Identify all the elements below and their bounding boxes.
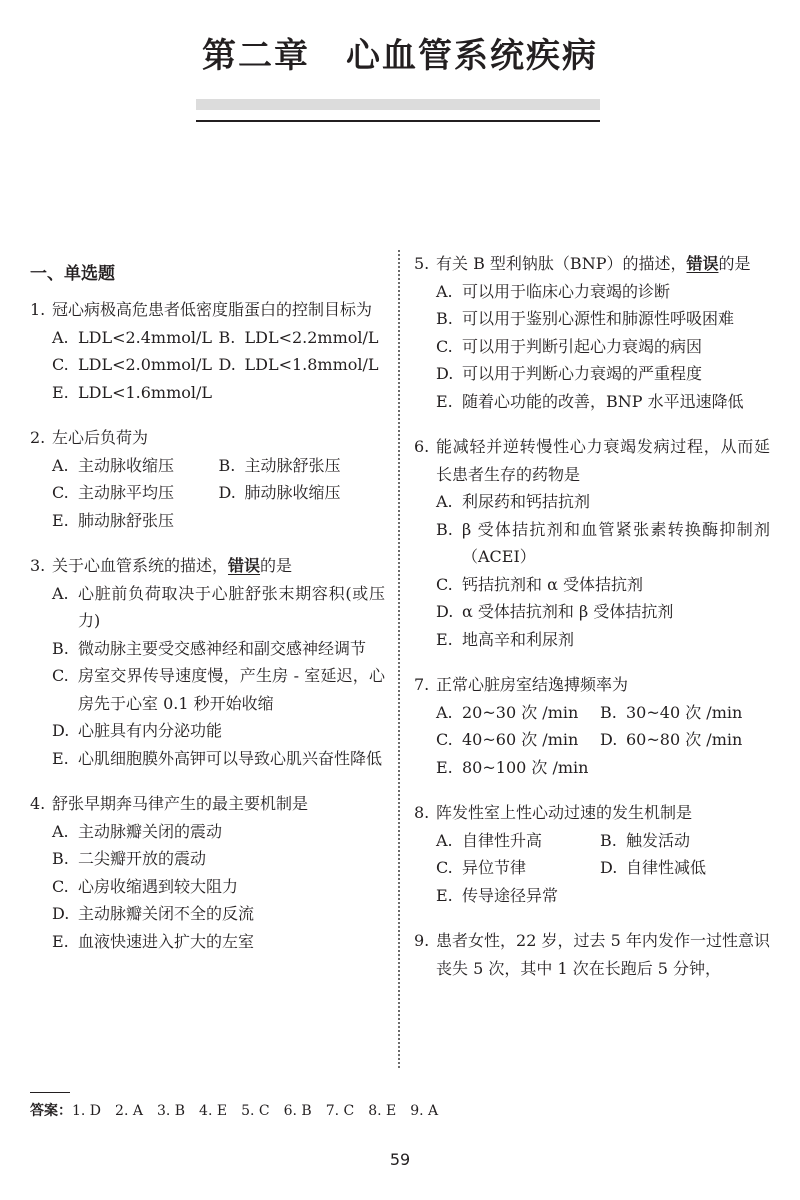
question-2 xyxy=(30,424,385,534)
option-d: D. 心脏具有内分泌功能 xyxy=(52,721,223,740)
question-8 xyxy=(414,799,770,909)
question-stem: 关于心血管系统的描述，错误的是 xyxy=(52,556,293,575)
question-number: 6. xyxy=(414,437,430,456)
question-stem: 阵发性室上性心动过速的发生机制是 xyxy=(436,803,693,822)
chapter-title: 第二章 心血管系统疾病 xyxy=(202,36,598,76)
question-4 xyxy=(30,790,385,955)
option-e: E. 心肌细胞膜外高钾可以导致心肌兴奋性降低 xyxy=(52,748,383,768)
question-1 xyxy=(30,296,385,406)
option-e: E. LDL<1.6mmol/L xyxy=(52,382,213,402)
option-c: C. 40~60 次 /min xyxy=(436,730,579,749)
question-number: 8. xyxy=(414,803,430,822)
option-a: A. 主动脉收缩压 xyxy=(52,455,175,475)
footnote-rule xyxy=(30,1092,70,1093)
option-b: B. 主动脉舒张压 xyxy=(218,455,341,475)
option-b: B. 微动脉主要受交感神经和副交感神经调节 xyxy=(52,638,367,658)
emphasis-wrong: 错误 xyxy=(686,254,719,273)
section-heading: 一、单选题 xyxy=(30,264,115,284)
option-d: D. 肺动脉收缩压 xyxy=(218,483,341,502)
answer-key xyxy=(30,1100,438,1120)
question-stem: 能减轻并逆转慢性心力衰竭发病过程，从而延长患者生存的药物是 xyxy=(436,437,770,484)
question-7 xyxy=(414,671,770,781)
option-d: D. 自律性减低 xyxy=(600,858,707,877)
question-number: 4. xyxy=(30,794,46,813)
option-a: A. LDL<2.4mmol/L xyxy=(52,327,213,347)
question-number: 3. xyxy=(30,556,46,575)
answer-key-text: 1. D 2. A 3. B 4. E 5. C 6. B 7. C 8. E 9. A xyxy=(72,1103,439,1119)
question-6 xyxy=(414,433,770,653)
option-b: B. LDL<2.2mmol/L xyxy=(218,327,379,347)
option-c: C. 可以用于判断引起心力衰竭的病因 xyxy=(436,336,703,356)
option-e: E. 传导途径异常 xyxy=(436,885,559,905)
option-c: C. 钙拮抗剂和 α 受体拮抗剂 xyxy=(436,574,643,594)
question-5 xyxy=(414,250,770,415)
option-a: A. 主动脉瓣关闭的震动 xyxy=(52,821,223,841)
option-d: D. 60~80 次 /min xyxy=(600,730,743,749)
answer-key-label: 答案： xyxy=(30,1103,72,1119)
option-e: E. 血液快速进入扩大的左室 xyxy=(52,931,255,951)
question-number: 7. xyxy=(414,675,430,694)
option-b: B. β 受体拮抗剂和血管紧张素转换酶抑制剂（ACEI） xyxy=(436,519,770,566)
option-d: D. α 受体拮抗剂和 β 受体拮抗剂 xyxy=(436,602,674,621)
question-number: 2. xyxy=(30,428,46,447)
option-b: B. 触发活动 xyxy=(600,830,691,850)
option-c: C. LDL<2.0mmol/L xyxy=(52,355,213,374)
right-column xyxy=(414,250,770,1000)
emphasis-wrong: 错误 xyxy=(228,556,261,575)
option-b: B. 二尖瓣开放的震动 xyxy=(52,849,207,868)
option-e: E. 80~100 次 /min xyxy=(436,757,589,777)
question-9 xyxy=(414,927,770,982)
question-stem: 舒张早期奔马律产生的最主要机制是 xyxy=(52,794,309,813)
page-number: 59 xyxy=(389,1150,411,1169)
question-number: 1. xyxy=(30,300,46,319)
option-d: D. 主动脉瓣关闭不全的反流 xyxy=(52,904,255,923)
option-e: E. 随着心功能的改善，BNP 水平迅速降低 xyxy=(436,391,744,411)
option-c: C. 异位节律 xyxy=(436,858,527,877)
option-c: C. 心房收缩遇到较大阻力 xyxy=(52,876,239,896)
question-stem: 左心后负荷为 xyxy=(52,428,149,447)
title-underline xyxy=(196,120,600,122)
question-3 xyxy=(30,552,385,772)
option-a: A. 可以用于临床心力衰竭的诊断 xyxy=(436,281,671,301)
column-divider xyxy=(398,250,400,1068)
question-stem: 冠心病极高危患者低密度脂蛋白的控制目标为 xyxy=(52,300,373,319)
question-number: 9. xyxy=(414,931,430,950)
option-c: C. 主动脉平均压 xyxy=(52,483,175,502)
title-decor-band xyxy=(196,99,600,110)
option-e: E. 地高辛和利尿剂 xyxy=(436,629,575,649)
question-stem: 患者女性，22 岁，过去 5 年内发作一过性意识丧失 5 次，其中 1 次在长跑后 5 分钟， xyxy=(436,931,770,978)
question-number: 5. xyxy=(414,254,430,273)
option-d: D. 可以用于判断心力衰竭的严重程度 xyxy=(436,364,703,383)
option-a: A. 20~30 次 /min xyxy=(436,702,579,722)
option-b: B. 可以用于鉴别心源性和肺源性呼吸困难 xyxy=(436,309,735,328)
question-stem: 正常心脏房室结逸搏频率为 xyxy=(436,675,629,694)
option-a: A. 心脏前负荷取决于心脏舒张末期容积(或压力) xyxy=(52,583,385,630)
left-column xyxy=(30,260,385,973)
option-c: C. 房室交界传导速度慢，产生房 - 室延迟，心房先于心室 0.1 秒开始收缩 xyxy=(52,666,385,713)
question-stem: 有关 B 型利钠肽（BNP）的描述，错误的是 xyxy=(436,254,751,273)
option-a: A. 利尿药和钙拮抗剂 xyxy=(436,492,591,511)
option-a: A. 自律性升高 xyxy=(436,830,543,850)
option-b: B. 30~40 次 /min xyxy=(600,702,743,722)
option-e: E. 肺动脉舒张压 xyxy=(52,510,175,530)
option-d: D. LDL<1.8mmol/L xyxy=(218,355,379,374)
